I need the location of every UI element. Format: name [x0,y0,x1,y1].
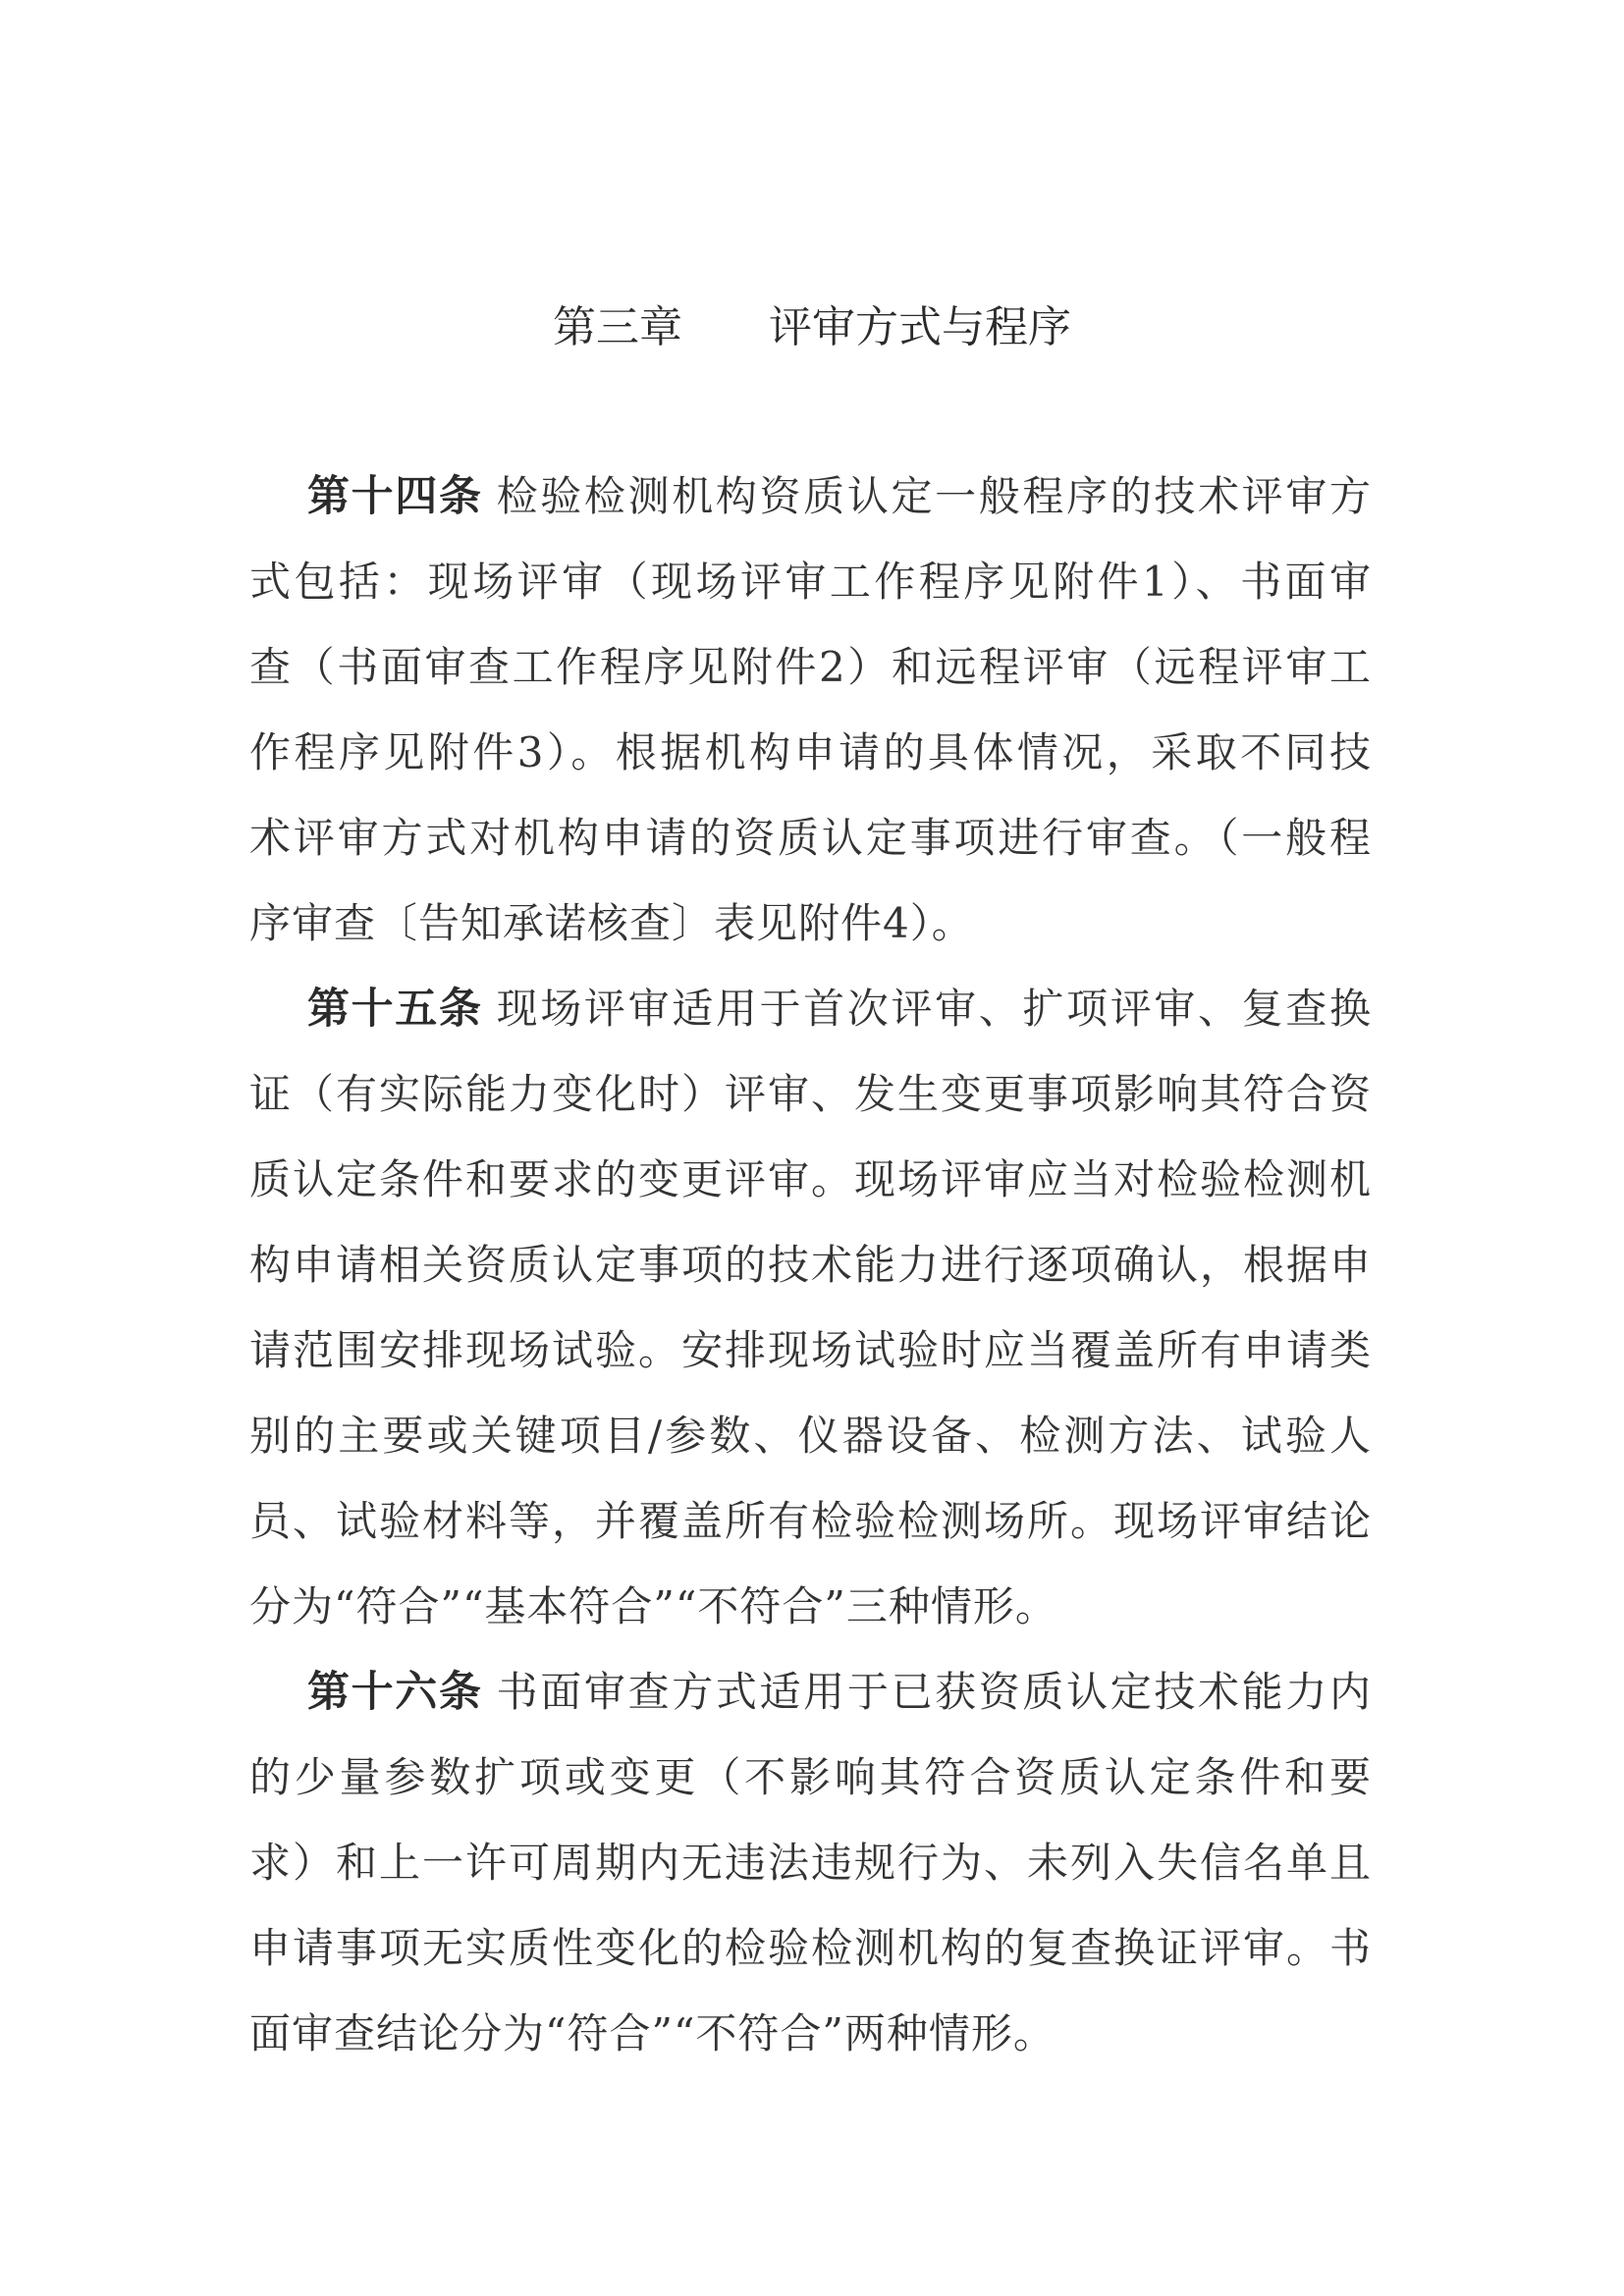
article-label: 第十六条 [307,1668,483,1717]
article-15 [249,966,1372,1649]
paragraph-line: 分为“符合”“基本符合”“不符合”三种情形。 [249,1582,1057,1630]
paragraph-line: 序审查〔告知承诺核查〕表见附件4）。 [249,899,974,947]
paragraph-line: 术评审方式对机构申请的资质认定事项进行审查。（一般程 [249,814,1372,862]
article-label: 第十五条 [307,985,483,1034]
paragraph-line [249,1649,1372,1735]
paragraph-line: 作程序见附件3）。根据机构申请的具体情况，采取不同技 [249,728,1372,776]
chapter-title: 第三章 评审方式与程序 [553,302,1071,352]
paragraph-line: 请范围安排现场试验。安排现场试验时应当覆盖所有申请类 [249,1326,1372,1374]
paragraph-line: 申请事项无实质性变化的检验检测机构的复查换证评审。书 [249,1924,1372,1972]
paragraph-line [249,454,1372,539]
line-text: 现场评审适用于首次评审、扩项评审、复查换 [496,985,1372,1033]
document-body [249,454,1372,2076]
paragraph-line: 的少量参数扩项或变更（不影响其符合资质认定条件和要 [249,1753,1372,1801]
paragraph-line: 证（有实际能力变化时）评审、发生变更事项影响其符合资 [249,1070,1372,1118]
paragraph-line: 质认定条件和要求的变更评审。现场评审应当对检验检测机 [249,1155,1372,1203]
article-16 [249,1649,1372,2076]
paragraph-line: 员、试验材料等，并覆盖所有检验检测场所。现场评审结论 [249,1497,1372,1545]
paragraph-line: 面审查结论分为“符合”“不符合”两种情形。 [249,2009,1056,2057]
paragraph-line: 查（书面审查工作程序见附件2）和远程评审（远程评审工 [249,643,1372,691]
paragraph-line [249,966,1372,1051]
paragraph-line: 式包括：现场评审（现场评审工作程序见附件1）、书面审 [249,558,1372,606]
paragraph-line: 求）和上一许可周期内无违法违规行为、未列入失信名单且 [249,1839,1372,1887]
paragraph-line: 构申请相关资质认定事项的技术能力进行逐项确认，根据申 [249,1241,1372,1289]
line-text: 书面审查方式适用于已获资质认定技术能力内 [496,1668,1372,1716]
article-14 [249,454,1372,966]
line-text: 检验检测机构资质认定一般程序的技术评审方 [496,472,1372,520]
article-label: 第十四条 [307,472,483,521]
paragraph-line: 别的主要或关键项目/参数、仪器设备、检测方法、试验人 [249,1412,1372,1460]
